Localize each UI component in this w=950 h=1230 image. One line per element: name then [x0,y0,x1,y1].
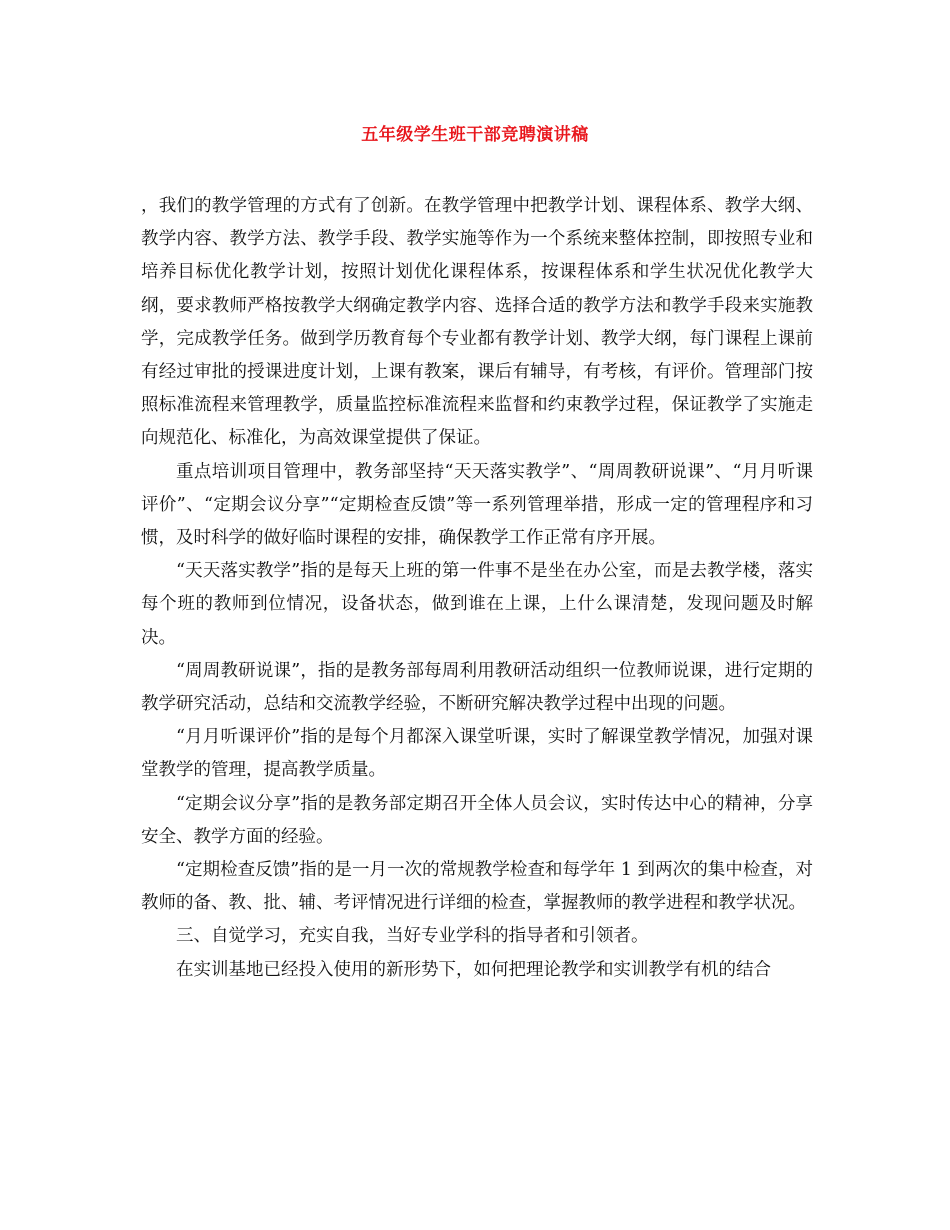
paragraph-5: “月月听课评价”指的是每个月都深入课堂听课，实时了解课堂教学情况，加强对课堂教学的管理，提高教学质量。 [141,727,813,781]
document-title: 五年级学生班干部竞聘演讲稿 [361,125,589,145]
paragraph-3: “天天落实教学”指的是每天上班的第一件事不是坐在办公室，而是去教学楼，落实每个班的教师到位情况，设备状态，做到谁在上课，上什么课清楚，发现问题及时解决。 [141,561,813,648]
paragraph-1: ，我们的教学管理的方式有了创新。在教学管理中把教学计划、课程体系、教学大纲、教学内容、教学方法、教学手段、教学实施等作为一个系统来整体控制，即按照专业和培养目标优化教学计划，按照计划优化课程体系，按课程体系和学生状况优化教学大纲，要求教师严格按教学大纲确定教学内容、选择合适的教学方法和教学手段来实施教学，完成教学任务。做到学历教育每个专业都有教学计划、教学大纲，每门课程上课前有经过审批的授课进度计划，上课有教案，课后有辅导，有考核，有评价。管理部门按照标准流程来管理教学，质量监控标准流程来监督和约束教学过程，保证教学了实施走向规范化、标准化，为高效课堂提供了保证。 [141,196,813,449]
paragraph-8: 三、自觉学习，充实自我，当好专业学科的指导者和引领者。 [176,926,649,947]
paragraph-4: “周周教研说课”，指的是教务部每周利用教研活动组织一位教师说课，进行定期的教学研究活动，总结和交流教学经验，不断研究解决教学过程中出现的问题。 [141,660,813,715]
paragraph-2: 重点培训项目管理中，教务部坚持“天天落实教学”、“周周教研说课”、“月月听课评价”、“定期会议分享”“定期检查反馈”等一系列管理举措，形成一定的管理程序和习惯，及时科学的做好临时课程的安排，确保教学工作正常有序开展。 [141,461,813,549]
paragraph-9: 在实训基地已经投入使用的新形势下，如何把理论教学和实训教学有机的结合 [176,959,771,980]
paragraph-7: “定期检查反馈”指的是一月一次的常规教学检查和每学年 1 到两次的集中检查，对教师的备、教、批、辅、考评情况进行详细的检查，掌握教师的教学进程和教学状况。 [141,860,813,914]
document-body [141,190,813,987]
paragraph-6: “定期会议分享”指的是教务部定期召开全体人员会议，实时传达中心的精神，分享安全、教学方面的经验。 [141,793,813,847]
